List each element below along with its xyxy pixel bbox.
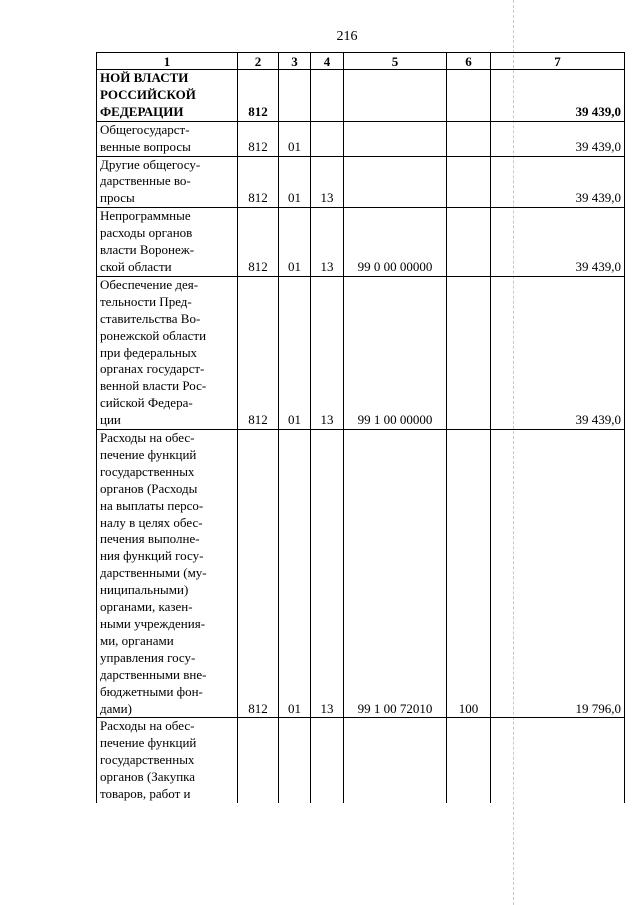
row-name: Непрограммные расходы органов власти Воронеж- ской области	[97, 208, 238, 277]
row-expense-type	[447, 121, 491, 156]
row-code-ministry: 812	[238, 121, 279, 156]
row-code-subsection: 13	[311, 156, 344, 208]
row-amount: 19 796,0	[491, 430, 625, 718]
row-code-subsection	[311, 718, 344, 803]
row-name: Общегосударст- венные вопросы	[97, 121, 238, 156]
column-header-1: 1	[97, 53, 238, 70]
row-amount: 39 439,0	[491, 121, 625, 156]
row-name: Расходы на обес- печение функций государственных органов (Расходы на выплаты персо- налу в целях обес- печения выполне- ния функций госу- дарственными (му- ниципальными) органами, казен- ными учреждения- ми, органами управления госу- дарственными вне- бюджетными фон- дами)	[97, 430, 238, 718]
row-name: Другие общегосу- дарственные во- просы	[97, 156, 238, 208]
row-expense-type: 100	[447, 430, 491, 718]
row-code-ministry: 812	[238, 208, 279, 277]
column-header-3: 3	[279, 53, 311, 70]
row-target-article	[344, 121, 447, 156]
row-code-subsection: 13	[311, 430, 344, 718]
column-header-7: 7	[491, 53, 625, 70]
row-code-subsection	[311, 70, 344, 122]
row-code-subsection	[311, 121, 344, 156]
row-name: Обеспечение дея- тельности Пред- ставительства Во- ронежской области при федеральных органах государст- венной власти Рос- сийской Федера- ции	[97, 276, 238, 429]
row-amount: 39 439,0	[491, 70, 625, 122]
row-code-section: 01	[279, 276, 311, 429]
row-target-article: 99 0 00 00000	[344, 208, 447, 277]
row-name: Расходы на обес- печение функций государственных органов (Закупка товаров, работ и	[97, 718, 238, 803]
row-code-ministry	[238, 718, 279, 803]
row-expense-type	[447, 718, 491, 803]
row-code-section: 01	[279, 208, 311, 277]
row-amount: 39 439,0	[491, 208, 625, 277]
row-code-section: 01	[279, 430, 311, 718]
row-amount	[491, 718, 625, 803]
row-code-subsection: 13	[311, 208, 344, 277]
table-row	[97, 70, 625, 122]
table-row	[97, 121, 625, 156]
row-target-article	[344, 156, 447, 208]
header-row	[97, 53, 625, 70]
row-amount: 39 439,0	[491, 156, 625, 208]
row-expense-type	[447, 276, 491, 429]
column-header-5: 5	[344, 53, 447, 70]
row-target-article	[344, 718, 447, 803]
table-row	[97, 718, 625, 803]
table-row	[97, 430, 625, 718]
page-number: 216	[336, 29, 358, 44]
row-code-ministry: 812	[238, 70, 279, 122]
row-code-ministry: 812	[238, 276, 279, 429]
row-target-article: 99 1 00 72010	[344, 430, 447, 718]
row-code-subsection: 13	[311, 276, 344, 429]
column-header-2: 2	[238, 53, 279, 70]
row-target-article	[344, 70, 447, 122]
table-row	[97, 208, 625, 277]
row-code-section: 01	[279, 156, 311, 208]
row-name: НОЙ ВЛАСТИ РОССИЙСКОЙ ФЕДЕРАЦИИ	[97, 70, 238, 122]
row-code-ministry: 812	[238, 156, 279, 208]
row-expense-type	[447, 208, 491, 277]
table-row	[97, 276, 625, 429]
column-header-4: 4	[311, 53, 344, 70]
column-header-6: 6	[447, 53, 491, 70]
table-row	[97, 156, 625, 208]
row-code-ministry: 812	[238, 430, 279, 718]
row-code-section: 01	[279, 121, 311, 156]
budget-table	[96, 52, 625, 803]
row-target-article: 99 1 00 00000	[344, 276, 447, 429]
row-code-section	[279, 718, 311, 803]
row-amount: 39 439,0	[491, 276, 625, 429]
row-expense-type	[447, 70, 491, 122]
row-expense-type	[447, 156, 491, 208]
row-code-section	[279, 70, 311, 122]
